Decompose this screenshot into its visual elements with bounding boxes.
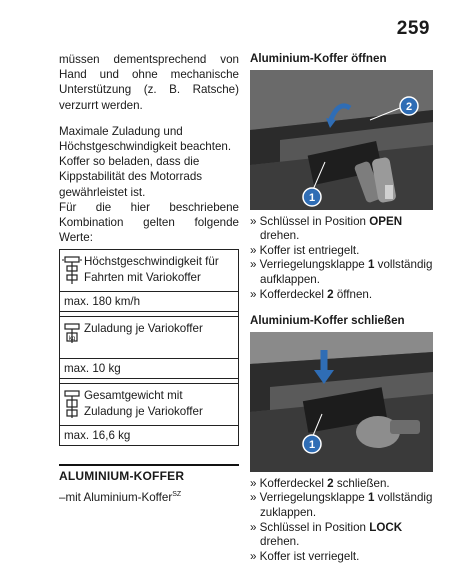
open-steps (250, 215, 435, 303)
open-title: Aluminium-Koffer öffnen (250, 52, 387, 65)
callout-1: 1 (308, 438, 316, 451)
callout-1: 1 (308, 191, 316, 204)
close-step-result: » Koffer ist verriegelt. (250, 549, 360, 563)
speed-limit-icon (62, 254, 82, 288)
open-step: » Verriegelungsklappe 1 vollständig aufklappen. (250, 258, 433, 286)
case-open-illustration (250, 70, 433, 210)
section-title: ALUMINIUM-KOFFER (59, 464, 239, 484)
total-weight-icon (62, 388, 82, 422)
dash-marker: – (59, 490, 66, 504)
open-step: » Schlüssel in Position OPEN drehen. (250, 214, 403, 243)
page-number: 259 (396, 18, 430, 39)
open-photo (250, 70, 433, 210)
close-step: » Schlüssel in Position LOCK drehen. (250, 520, 403, 549)
right-column (250, 52, 435, 576)
variant-text: mit Aluminium-Koffer (65, 490, 173, 504)
limit-label: Gesamtgewicht mit Zuladung je Variokoffer (84, 389, 203, 418)
limits-table (59, 249, 239, 446)
close-step: » Verriegelungsklappe 1 vollständig zuklappen. (250, 491, 433, 519)
open-step: » Kofferdeckel 2 öffnen. (250, 287, 373, 301)
paragraph-lashing: müssen dementsprechend von Hand und ohne mechanische Unterstützung (z. B. Ratsche) verzurrt werden. (59, 53, 239, 112)
close-title: Aluminium-Koffer schließen (250, 314, 405, 328)
paragraph-stability: Koffer so beladen, dass die Kippstabilität des Motorrads gewährleistet ist. (59, 155, 203, 199)
variant-note (59, 487, 239, 505)
variant-code: SZ (172, 490, 182, 498)
paragraph-limits: Maximale Zuladung und Höchstgeschwindigkeit beachten. (59, 124, 232, 154)
case-close-illustration (250, 332, 433, 467)
limit-label: Höchstgeschwindigkeit für Fahrten mit Variokoffer (84, 255, 219, 284)
limit-label: Zuladung je Variokoffer (84, 322, 203, 336)
callout-2: 2 (405, 100, 413, 113)
limit-speed (60, 250, 238, 317)
open-step-result: » Koffer ist entriegelt. (250, 243, 360, 257)
limit-value: max. 16,6 kg (64, 429, 131, 443)
limit-total-weight (60, 384, 238, 445)
svg-text:kg: kg (68, 336, 76, 343)
close-step: » Kofferdeckel 2 schließen. (250, 476, 390, 490)
limit-value: max. 10 kg (60, 359, 238, 379)
payload-icon (62, 321, 82, 355)
close-steps (250, 477, 435, 565)
left-column (59, 52, 239, 505)
limit-value: max. 180 km/h (60, 292, 238, 312)
limit-payload (60, 317, 238, 384)
close-photo (250, 332, 433, 472)
paragraph-values: Für die hier beschriebene Kombination gelten folgende Werte: (59, 200, 239, 245)
